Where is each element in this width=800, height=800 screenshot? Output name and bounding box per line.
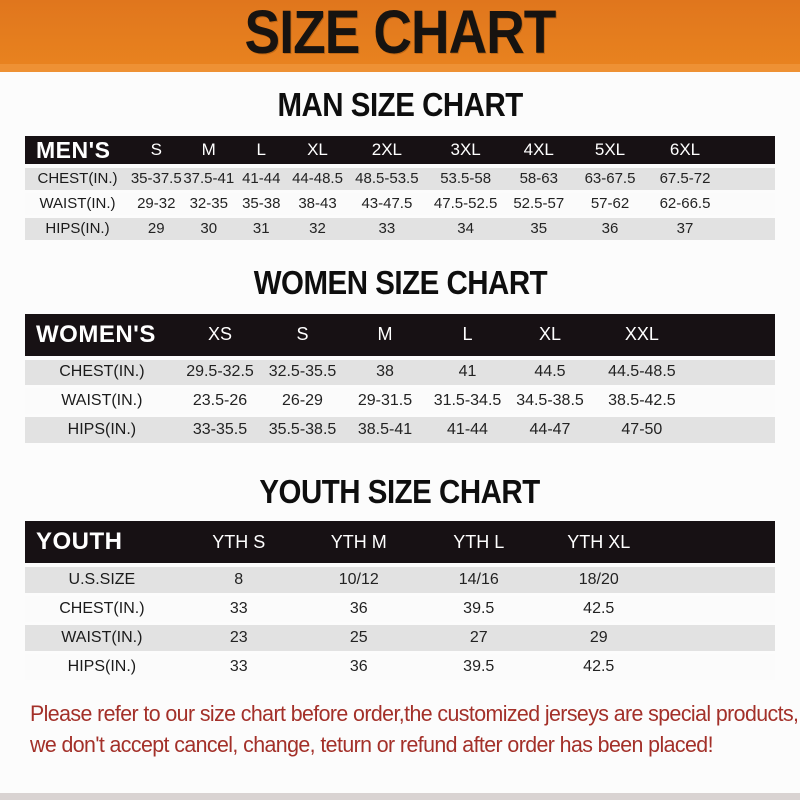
measurement-row-label: CHEST(IN.) xyxy=(59,363,145,381)
size-value-cell: 58-63 xyxy=(519,170,558,188)
row-filler xyxy=(659,623,775,652)
man-size-table xyxy=(25,136,775,243)
table-header-row xyxy=(25,136,775,166)
measurement-row xyxy=(25,191,775,216)
row-filler xyxy=(723,166,776,191)
header-filler xyxy=(693,314,776,358)
row-filler xyxy=(659,652,775,681)
youth-size-table xyxy=(25,521,775,683)
order-note xyxy=(30,698,800,760)
measurement-row xyxy=(25,387,775,416)
row-filler xyxy=(693,358,776,387)
table-header-row xyxy=(25,314,775,358)
header-filler xyxy=(659,521,775,565)
measurement-row xyxy=(25,416,775,445)
measurement-row-label: HIPS(IN.) xyxy=(67,421,137,438)
size-value-cell: 39.5 xyxy=(463,599,495,617)
size-value-cell: 44.5 xyxy=(534,363,566,381)
size-value-cell: 47-50 xyxy=(621,421,663,438)
measurement-row-label: WAIST(IN.) xyxy=(61,628,143,646)
size-column-header: L xyxy=(256,140,266,159)
size-value-cell: 31 xyxy=(252,220,270,237)
size-value-cell: 32 xyxy=(309,220,326,237)
order-note-line-1: Please refer to our size chart before order,the customized jerseys are special products, xyxy=(30,700,799,726)
size-value-cell: 30 xyxy=(200,220,218,237)
size-value-cell: 53.5-58 xyxy=(440,170,492,188)
table-title-label: WOMEN'S xyxy=(36,320,156,348)
size-value-cell: 36 xyxy=(349,657,368,675)
size-value-cell: 29 xyxy=(147,220,165,237)
youth-size-chart-heading-text: YOUTH SIZE CHART xyxy=(259,472,541,511)
size-column-header: 6XL xyxy=(669,140,701,159)
size-column-header: XL xyxy=(307,140,328,159)
row-filler xyxy=(723,216,776,241)
size-value-cell: 36 xyxy=(601,220,619,237)
women-size-table xyxy=(25,314,775,447)
size-value-cell: 29-31.5 xyxy=(357,392,413,409)
size-value-cell: 23 xyxy=(229,628,248,646)
size-column-header: M xyxy=(377,324,393,344)
table-title-label: YOUTH xyxy=(36,528,123,555)
measurement-row-label: WAIST(IN.) xyxy=(61,392,143,409)
size-value-cell: 33-35.5 xyxy=(192,421,248,438)
size-value-cell: 33 xyxy=(378,220,396,237)
size-value-cell: 52.5-57 xyxy=(513,195,565,212)
youth-size-chart-heading xyxy=(0,474,800,510)
measurement-row xyxy=(25,652,775,681)
size-column-header: YTH S xyxy=(212,531,266,552)
size-value-cell: 42.5 xyxy=(583,657,615,675)
size-value-cell: 25 xyxy=(349,628,368,646)
order-note-line-2: we don't accept cancel, change, teturn or refund after order has been placed! xyxy=(30,731,713,757)
size-value-cell: 62-66.5 xyxy=(659,195,711,212)
size-value-cell: 35-38 xyxy=(242,195,281,212)
measurement-row xyxy=(25,623,775,652)
row-filler xyxy=(723,191,776,216)
man-size-chart-section xyxy=(0,87,800,243)
measurement-row xyxy=(25,166,775,191)
bottom-strip xyxy=(0,793,800,800)
size-column-header: 2XL xyxy=(371,140,402,159)
size-value-cell: 41-44 xyxy=(242,170,281,188)
man-size-chart-heading-text: MAN SIZE CHART xyxy=(277,85,523,124)
size-value-cell: 39.5 xyxy=(463,657,495,675)
size-column-header: 3XL xyxy=(450,140,481,159)
size-value-cell: 38 xyxy=(376,363,394,381)
size-column-header: XS xyxy=(207,324,232,344)
size-value-cell: 44.5-48.5 xyxy=(608,363,676,381)
size-value-cell: 33 xyxy=(229,657,248,675)
measurement-row-label: U.S.SIZE xyxy=(68,570,136,588)
header-filler xyxy=(723,136,776,166)
size-column-header: XL xyxy=(538,324,562,344)
women-size-chart-section xyxy=(0,265,800,447)
size-value-cell: 23.5-26 xyxy=(192,392,248,409)
measurement-row xyxy=(25,216,775,241)
size-column-header: 4XL xyxy=(523,140,554,159)
size-value-cell: 38.5-41 xyxy=(357,421,413,438)
size-value-cell: 32-35 xyxy=(189,195,228,212)
size-value-cell: 37 xyxy=(676,220,694,237)
size-value-cell: 29.5-32.5 xyxy=(186,363,254,381)
size-column-header: 5XL xyxy=(594,140,626,159)
size-value-cell: 27 xyxy=(469,628,488,646)
size-value-cell: 18/20 xyxy=(578,570,619,588)
size-column-header: XXL xyxy=(624,324,659,344)
measurement-row-label: CHEST(IN.) xyxy=(59,599,145,617)
size-value-cell: 35-37.5 xyxy=(130,170,182,188)
row-filler xyxy=(659,565,775,594)
size-value-cell: 67.5-72 xyxy=(659,170,711,188)
size-value-cell: 35 xyxy=(530,220,548,237)
row-filler xyxy=(693,416,776,445)
women-size-chart-heading-text: WOMEN SIZE CHART xyxy=(253,263,547,301)
measurement-row xyxy=(25,565,775,594)
row-filler xyxy=(659,594,775,623)
size-value-cell: 29-32 xyxy=(137,195,176,212)
size-chart-banner xyxy=(0,0,800,72)
measurement-row xyxy=(25,358,775,387)
youth-size-chart-section xyxy=(0,474,800,683)
measurement-row-label: WAIST(IN.) xyxy=(39,195,116,212)
size-value-cell: 14/16 xyxy=(458,570,499,588)
size-value-cell: 63-67.5 xyxy=(584,170,636,188)
size-column-header: YTH L xyxy=(453,531,505,552)
size-value-cell: 31.5-34.5 xyxy=(433,392,502,409)
row-filler xyxy=(693,387,776,416)
size-column-header: L xyxy=(462,324,473,344)
size-value-cell: 26-29 xyxy=(282,392,323,409)
size-value-cell: 41 xyxy=(458,363,477,381)
size-column-header: S xyxy=(150,140,162,159)
size-value-cell: 35.5-38.5 xyxy=(268,421,337,438)
page-title: SIZE CHART xyxy=(244,0,556,67)
measurement-row-label: CHEST(IN.) xyxy=(37,170,118,188)
size-value-cell: 44-47 xyxy=(529,421,571,438)
size-column-header: YTH M xyxy=(330,531,387,552)
size-value-cell: 38-43 xyxy=(298,195,337,212)
size-column-header: YTH XL xyxy=(567,531,631,552)
measurement-row xyxy=(25,594,775,623)
size-value-cell: 8 xyxy=(234,570,244,588)
size-value-cell: 48.5-53.5 xyxy=(355,170,419,188)
size-value-cell: 29 xyxy=(589,628,608,646)
size-value-cell: 42.5 xyxy=(583,599,615,617)
size-value-cell: 37.5-41 xyxy=(183,170,235,188)
measurement-row-label: HIPS(IN.) xyxy=(45,220,110,237)
measurement-row-label: HIPS(IN.) xyxy=(67,657,137,675)
size-value-cell: 34.5-38.5 xyxy=(516,392,584,409)
size-value-cell: 38.5-42.5 xyxy=(608,392,676,409)
table-title-label: MEN'S xyxy=(36,136,111,163)
women-size-chart-heading xyxy=(0,265,800,301)
size-value-cell: 47.5-52.5 xyxy=(433,195,498,212)
size-value-cell: 36 xyxy=(349,599,368,617)
size-value-cell: 41-44 xyxy=(447,421,488,438)
size-value-cell: 34 xyxy=(457,220,474,237)
size-value-cell: 43-47.5 xyxy=(361,195,413,212)
size-column-header: S xyxy=(296,324,309,344)
size-value-cell: 44-48.5 xyxy=(292,170,343,188)
man-size-chart-heading xyxy=(0,87,800,123)
size-value-cell: 57-62 xyxy=(590,195,630,212)
size-value-cell: 32.5-35.5 xyxy=(268,363,337,381)
size-column-header: M xyxy=(201,140,216,159)
size-value-cell: 10/12 xyxy=(338,570,379,588)
table-header-row xyxy=(25,521,775,565)
size-value-cell: 33 xyxy=(229,599,248,617)
